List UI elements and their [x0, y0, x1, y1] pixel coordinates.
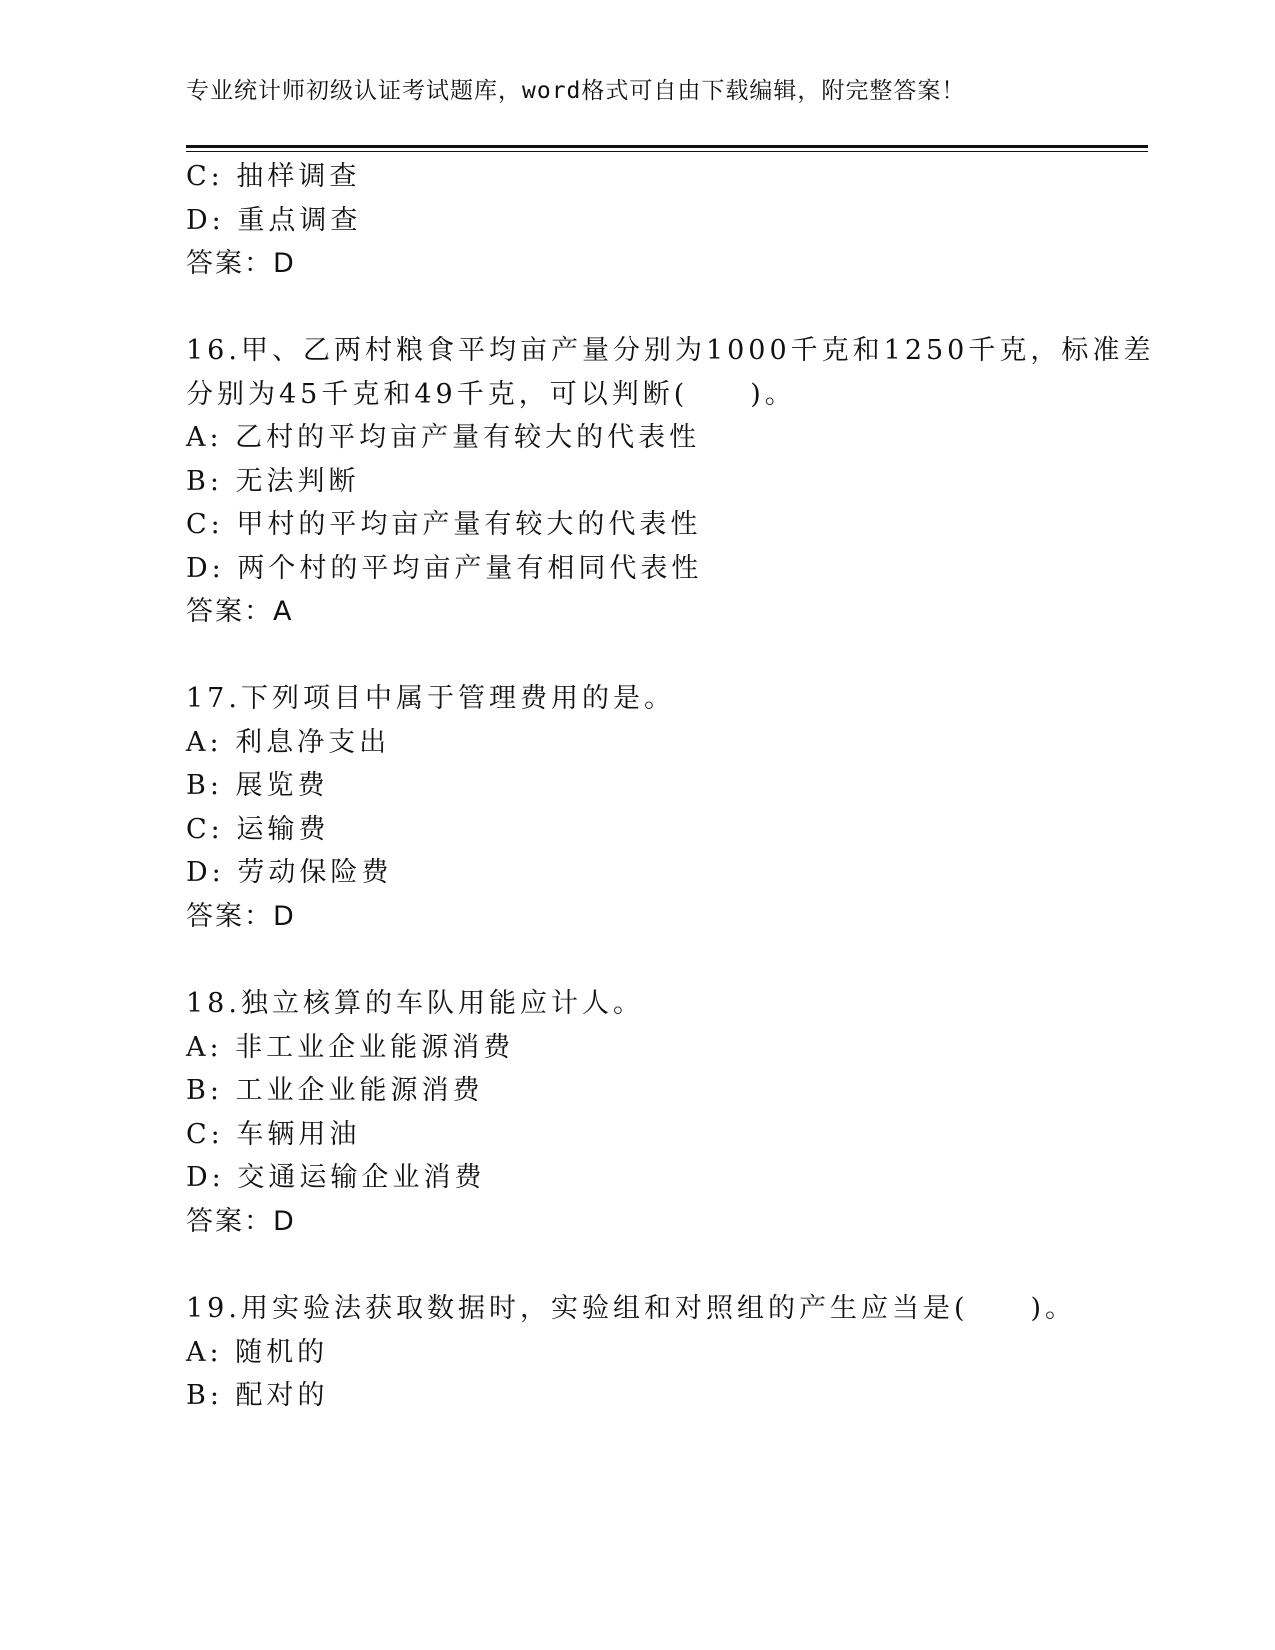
answer: 答案：D — [186, 901, 296, 932]
question-stem: 17.下列项目中属于管理费用的是。 — [186, 683, 675, 714]
header-rule-thin — [186, 151, 1148, 152]
option-a: A: 利息净支出 — [186, 727, 391, 758]
answer: 答案：D — [186, 1206, 296, 1237]
option-b: B: 工业企业能源消费 — [186, 1075, 484, 1106]
option-b: B: 无法判断 — [186, 466, 360, 497]
question-stem: 分别为45千克和49千克，可以判断( )。 — [186, 379, 796, 410]
option-a: A: 随机的 — [186, 1337, 329, 1368]
answer: 答案：D — [186, 248, 296, 279]
question-stem: 16.甲、乙两村粮食平均亩产量分别为1000千克和1250千克，标准差 — [186, 335, 1155, 366]
question-stem: 19.用实验法获取数据时，实验组和对照组的产生应当是( )。 — [186, 1293, 1077, 1324]
option-c: C: 甲村的平均亩产量有较大的代表性 — [186, 509, 702, 540]
option-a: A: 乙村的平均亩产量有较大的代表性 — [186, 422, 701, 453]
header-rule-thick — [186, 145, 1148, 148]
option-d: D: 重点调查 — [186, 205, 362, 236]
option-d: D: 劳动保险费 — [186, 857, 393, 888]
option-d: D: 两个村的平均亩产量有相同代表性 — [186, 553, 703, 584]
option-b: B: 展览费 — [186, 770, 329, 801]
option-d: D: 交通运输企业消费 — [186, 1162, 486, 1193]
page-header: 专业统计师初级认证考试题库，word格式可自由下载编辑，附完整答案！ — [186, 78, 966, 104]
option-a: A: 非工业企业能源消费 — [186, 1032, 515, 1063]
question-stem: 18.独立核算的车队用能应计人。 — [186, 988, 644, 1019]
answer: 答案：A — [186, 596, 294, 627]
option-b: B: 配对的 — [186, 1380, 329, 1411]
option-c: C: 抽样调查 — [186, 161, 361, 192]
option-c: C: 车辆用油 — [186, 1119, 361, 1150]
option-c: C: 运输费 — [186, 814, 330, 845]
